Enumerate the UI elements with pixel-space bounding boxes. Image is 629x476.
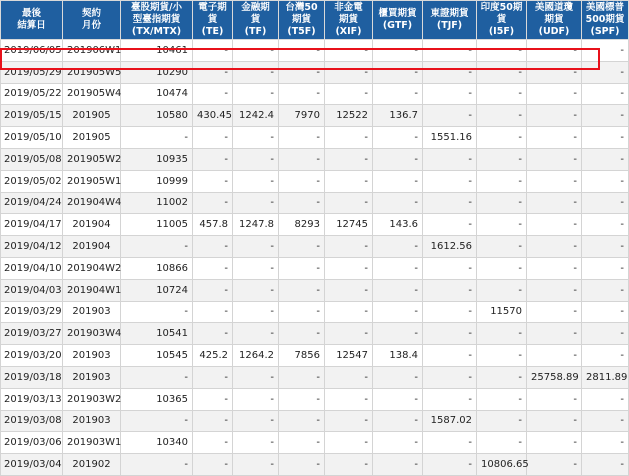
settlement-date-cell: 2019/04/10	[1, 257, 63, 279]
settlement-price-cell: 10474	[121, 83, 193, 105]
settlement-price-cell: 12522	[325, 105, 373, 127]
settlement-date-cell: 2019/03/20	[1, 345, 63, 367]
settlement-price-cell: -	[582, 301, 629, 323]
settlement-price-cell: -	[477, 214, 527, 236]
table-row	[1, 410, 629, 432]
settlement-price-cell: -	[527, 454, 582, 476]
settlement-price-cell: -	[233, 83, 279, 105]
settlement-price-cell: -	[477, 105, 527, 127]
table-row	[1, 388, 629, 410]
settlement-price-cell: -	[527, 236, 582, 258]
settlement-price-cell: -	[279, 257, 325, 279]
contract-month-cell: 201905	[63, 105, 121, 127]
settlement-price-cell: -	[121, 127, 193, 149]
column-header: 臺股期貨/小 型臺指期貨 (TX/MTX)	[121, 1, 193, 40]
contract-month-cell: 201902	[63, 454, 121, 476]
contract-month-cell: 201903	[63, 301, 121, 323]
settlement-price-cell: -	[423, 148, 477, 170]
settlement-price-cell: -	[279, 323, 325, 345]
contract-month-cell: 201906W1	[63, 40, 121, 62]
settlement-price-cell: -	[477, 192, 527, 214]
settlement-price-cell: -	[527, 388, 582, 410]
settlement-date-cell: 2019/06/05	[1, 40, 63, 62]
settlement-price-cell: -	[325, 454, 373, 476]
settlement-price-cell: -	[373, 61, 423, 83]
settlement-price-cell: 11002	[121, 192, 193, 214]
settlement-price-cell: -	[193, 236, 233, 258]
settlement-price-cell: -	[325, 257, 373, 279]
settlement-price-cell: -	[325, 388, 373, 410]
settlement-price-cell: -	[279, 148, 325, 170]
table-row	[1, 432, 629, 454]
settlement-price-cell: -	[373, 323, 423, 345]
settlement-price-cell: -	[582, 257, 629, 279]
settlement-price-cell: 138.4	[373, 345, 423, 367]
contract-month-cell: 201905W1	[63, 170, 121, 192]
settlement-price-cell: 10365	[121, 388, 193, 410]
column-header: 電子期 貨 (TE)	[193, 1, 233, 40]
settlement-price-cell: -	[373, 192, 423, 214]
contract-month-cell: 201905	[63, 127, 121, 149]
column-header: 美國道瓊 期貨 (UDF)	[527, 1, 582, 40]
settlement-date-cell: 2019/03/18	[1, 366, 63, 388]
settlement-price-cell: -	[373, 410, 423, 432]
settlement-price-cell: -	[423, 83, 477, 105]
settlement-date-cell: 2019/03/13	[1, 388, 63, 410]
table-row	[1, 127, 629, 149]
settlement-price-cell: 10580	[121, 105, 193, 127]
contract-month-cell: 201903W4	[63, 323, 121, 345]
settlement-price-cell: -	[477, 148, 527, 170]
settlement-price-cell: -	[527, 170, 582, 192]
contract-month-cell: 201903	[63, 410, 121, 432]
settlement-price-cell: 1264.2	[233, 345, 279, 367]
settlement-price-cell: -	[527, 410, 582, 432]
settlement-price-cell: -	[325, 410, 373, 432]
column-header: 東證期貨 (TJF)	[423, 1, 477, 40]
settlement-price-cell: -	[193, 40, 233, 62]
contract-month-cell: 201904W1	[63, 279, 121, 301]
settlement-price-cell: -	[233, 148, 279, 170]
settlement-price-cell: -	[279, 170, 325, 192]
settlement-price-cell: -	[423, 388, 477, 410]
settlement-price-cell: -	[193, 170, 233, 192]
settlement-price-cell: -	[325, 170, 373, 192]
settlement-price-cell: -	[233, 301, 279, 323]
settlement-price-cell: -	[279, 432, 325, 454]
table-row	[1, 214, 629, 236]
settlement-price-cell: -	[279, 40, 325, 62]
settlement-date-cell: 2019/05/08	[1, 148, 63, 170]
settlement-date-cell: 2019/05/15	[1, 105, 63, 127]
settlement-price-cell: -	[423, 105, 477, 127]
settlement-price-cell: -	[423, 301, 477, 323]
table-body	[1, 40, 629, 476]
settlement-price-cell: -	[582, 170, 629, 192]
settlement-price-cell: -	[233, 127, 279, 149]
settlement-price-cell: 136.7	[373, 105, 423, 127]
settlement-price-cell: 10461	[121, 40, 193, 62]
settlement-price-cell: -	[193, 432, 233, 454]
settlement-price-cell: -	[373, 40, 423, 62]
settlement-price-cell: -	[193, 279, 233, 301]
settlement-price-cell: 10866	[121, 257, 193, 279]
column-header: 美國標普 500期貨 (SPF)	[582, 1, 629, 40]
settlement-price-cell: -	[373, 257, 423, 279]
settlement-price-cell: -	[193, 454, 233, 476]
settlement-price-cell: -	[121, 454, 193, 476]
table-row	[1, 148, 629, 170]
settlement-price-cell: -	[373, 127, 423, 149]
contract-month-cell: 201904W2	[63, 257, 121, 279]
settlement-date-cell: 2019/04/17	[1, 214, 63, 236]
settlement-price-cell: -	[233, 257, 279, 279]
settlement-price-cell: -	[325, 192, 373, 214]
column-header: 櫃買期貨 (GTF)	[373, 1, 423, 40]
table-row	[1, 345, 629, 367]
settlement-price-cell: 10724	[121, 279, 193, 301]
settlement-price-cell: -	[373, 83, 423, 105]
settlement-price-cell: -	[477, 257, 527, 279]
contract-month-cell: 201904	[63, 236, 121, 258]
settlement-price-cell: -	[477, 40, 527, 62]
settlement-price-cell: -	[325, 279, 373, 301]
settlement-price-cell: -	[373, 236, 423, 258]
settlement-price-cell: -	[582, 410, 629, 432]
settlement-price-cell: -	[233, 432, 279, 454]
settlement-price-cell: 10935	[121, 148, 193, 170]
settlement-price-cell: 10340	[121, 432, 193, 454]
settlement-price-cell: -	[582, 432, 629, 454]
settlement-price-cell: -	[325, 61, 373, 83]
settlement-price-cell: -	[527, 105, 582, 127]
settlement-date-cell: 2019/05/29	[1, 61, 63, 83]
settlement-price-cell: -	[233, 279, 279, 301]
settlement-price-cell: -	[423, 192, 477, 214]
settlement-price-cell: -	[279, 236, 325, 258]
table-row	[1, 105, 629, 127]
settlement-date-cell: 2019/05/22	[1, 83, 63, 105]
contract-month-cell: 201905W5	[63, 61, 121, 83]
settlement-price-cell: -	[279, 83, 325, 105]
settlement-price-cell: -	[477, 279, 527, 301]
settlement-price-cell: 7970	[279, 105, 325, 127]
settlement-price-cell: -	[527, 301, 582, 323]
settlement-price-cell: -	[325, 236, 373, 258]
settlement-price-cell: -	[527, 192, 582, 214]
settlement-price-cell: -	[527, 61, 582, 83]
settlement-price-cell: -	[279, 388, 325, 410]
settlement-price-cell: 1587.02	[423, 410, 477, 432]
column-header: 金融期 貨 (TF)	[233, 1, 279, 40]
settlement-price-cell: -	[233, 323, 279, 345]
settlement-price-cell: -	[582, 279, 629, 301]
settlement-price-cell: -	[233, 366, 279, 388]
settlement-price-cell: -	[193, 388, 233, 410]
settlement-price-cell: 10290	[121, 61, 193, 83]
settlement-price-cell: -	[233, 454, 279, 476]
settlement-date-cell: 2019/04/12	[1, 236, 63, 258]
settlement-price-cell: -	[527, 148, 582, 170]
contract-month-cell: 201904W4	[63, 192, 121, 214]
settlement-price-cell: -	[423, 323, 477, 345]
table-row	[1, 83, 629, 105]
settlement-price-cell: -	[233, 170, 279, 192]
column-header: 印度50期 貨 (I5F)	[477, 1, 527, 40]
settlement-price-cell: -	[373, 170, 423, 192]
settlement-price-cell: -	[527, 432, 582, 454]
settlement-price-cell: -	[325, 366, 373, 388]
settlement-price-cell: -	[193, 323, 233, 345]
table-row	[1, 279, 629, 301]
settlement-date-cell: 2019/03/27	[1, 323, 63, 345]
column-header: 最後 結算日	[1, 1, 63, 40]
settlement-price-cell: -	[477, 83, 527, 105]
settlement-price-cell: -	[193, 301, 233, 323]
settlement-date-cell: 2019/03/08	[1, 410, 63, 432]
settlement-price-cell: -	[477, 388, 527, 410]
settlement-price-cell: 25758.89	[527, 366, 582, 388]
settlement-price-cell: -	[233, 192, 279, 214]
settlement-price-cell: -	[279, 454, 325, 476]
settlement-price-cell: -	[582, 454, 629, 476]
settlement-price-cell: -	[527, 257, 582, 279]
settlement-price-cell: -	[582, 388, 629, 410]
settlement-price-cell: -	[477, 170, 527, 192]
settlement-price-cell: -	[582, 127, 629, 149]
settlement-price-cell: -	[373, 388, 423, 410]
settlement-price-cell: 10541	[121, 323, 193, 345]
settlement-price-cell: -	[373, 366, 423, 388]
settlement-price-cell: 10999	[121, 170, 193, 192]
settlement-date-cell: 2019/05/10	[1, 127, 63, 149]
settlement-price-cell: -	[193, 61, 233, 83]
settlement-price-cell: -	[582, 83, 629, 105]
settlement-price-cell: -	[582, 192, 629, 214]
settlement-price-cell: -	[582, 345, 629, 367]
settlement-price-cell: 425.2	[193, 345, 233, 367]
settlement-price-cell: -	[582, 214, 629, 236]
settlement-price-cell: -	[582, 148, 629, 170]
table-header-row	[1, 1, 629, 40]
settlement-price-cell: -	[193, 410, 233, 432]
settlement-price-cell: -	[279, 192, 325, 214]
settlement-price-cell: -	[527, 323, 582, 345]
settlement-price-cell: -	[582, 40, 629, 62]
settlement-price-cell: -	[233, 410, 279, 432]
settlement-price-cell: 1612.56	[423, 236, 477, 258]
settlement-price-cell: 2811.89	[582, 366, 629, 388]
column-header: 台灣50 期貨 (T5F)	[279, 1, 325, 40]
settlement-price-cell: -	[582, 236, 629, 258]
settlement-price-cell: -	[121, 236, 193, 258]
settlement-price-cell: -	[527, 127, 582, 149]
settlement-price-cell: 10806.65	[477, 454, 527, 476]
settlement-price-cell: -	[233, 236, 279, 258]
settlement-price-cell: -	[325, 83, 373, 105]
settlement-price-cell: -	[527, 40, 582, 62]
settlement-price-cell: -	[423, 454, 477, 476]
table-row	[1, 40, 629, 62]
settlement-price-cell: -	[325, 40, 373, 62]
table-row	[1, 301, 629, 323]
settlement-price-cell: -	[423, 257, 477, 279]
settlement-price-cell: -	[423, 61, 477, 83]
table-row	[1, 257, 629, 279]
settlement-date-cell: 2019/03/29	[1, 301, 63, 323]
settlement-price-cell: 143.6	[373, 214, 423, 236]
settlement-price-cell: -	[373, 279, 423, 301]
settlement-price-cell: -	[325, 301, 373, 323]
settlement-price-cell: -	[279, 279, 325, 301]
settlement-price-cell: 1242.4	[233, 105, 279, 127]
settlement-date-cell: 2019/04/24	[1, 192, 63, 214]
settlement-price-cell: 457.8	[193, 214, 233, 236]
settlement-price-cell: -	[527, 214, 582, 236]
settlement-price-cell: -	[527, 279, 582, 301]
settlement-price-cell: 12745	[325, 214, 373, 236]
settlement-price-cell: -	[477, 345, 527, 367]
settlement-date-cell: 2019/05/02	[1, 170, 63, 192]
settlement-price-cell: -	[279, 127, 325, 149]
settlement-price-cell: 11570	[477, 301, 527, 323]
settlement-price-cell: -	[193, 148, 233, 170]
settlement-price-cell: -	[423, 432, 477, 454]
settlement-price-cell: -	[121, 366, 193, 388]
settlement-price-cell: -	[477, 410, 527, 432]
settlement-price-cell: -	[233, 40, 279, 62]
settlement-price-cell: -	[373, 454, 423, 476]
settlement-date-cell: 2019/03/04	[1, 454, 63, 476]
table-row	[1, 61, 629, 83]
settlement-price-cell: -	[233, 61, 279, 83]
contract-month-cell: 201905W4	[63, 83, 121, 105]
settlement-price-cell: -	[193, 257, 233, 279]
table-row	[1, 236, 629, 258]
settlement-price-cell: -	[233, 388, 279, 410]
contract-month-cell: 201903	[63, 345, 121, 367]
settlement-price-cell: -	[325, 127, 373, 149]
contract-month-cell: 201903W2	[63, 388, 121, 410]
settlement-price-cell: -	[193, 366, 233, 388]
settlement-price-cell: 11005	[121, 214, 193, 236]
settlement-price-cell: -	[193, 192, 233, 214]
settlement-price-cell: 8293	[279, 214, 325, 236]
settlement-price-cell: -	[423, 279, 477, 301]
contract-month-cell: 201903W1	[63, 432, 121, 454]
settlement-price-cell: -	[477, 127, 527, 149]
settlement-price-cell: -	[477, 432, 527, 454]
settlement-price-cell: -	[582, 105, 629, 127]
column-header: 非金電 期貨 (XIF)	[325, 1, 373, 40]
settlement-date-cell: 2019/04/03	[1, 279, 63, 301]
settlement-price-cell: -	[373, 148, 423, 170]
settlement-price-cell: -	[423, 214, 477, 236]
settlement-price-cell: -	[193, 83, 233, 105]
settlement-price-cell: -	[325, 323, 373, 345]
table-row	[1, 454, 629, 476]
settlement-price-cell: -	[373, 432, 423, 454]
settlement-price-cell: -	[279, 61, 325, 83]
table-row	[1, 170, 629, 192]
settlement-price-cell: 1551.16	[423, 127, 477, 149]
settlement-price-cell: -	[279, 301, 325, 323]
settlement-price-cell: 430.45	[193, 105, 233, 127]
settlement-price-cell: -	[582, 61, 629, 83]
settlement-price-cell: -	[582, 323, 629, 345]
settlement-price-cell: -	[423, 40, 477, 62]
settlement-price-cell: -	[423, 366, 477, 388]
contract-month-cell: 201903	[63, 366, 121, 388]
settlement-price-cell: -	[527, 345, 582, 367]
settlement-price-cell: -	[477, 323, 527, 345]
settlement-price-cell: -	[121, 410, 193, 432]
settlement-price-cell: -	[279, 366, 325, 388]
settlement-price-cell: -	[325, 148, 373, 170]
settlement-price-cell: -	[527, 83, 582, 105]
settlement-price-cell: -	[373, 301, 423, 323]
table-row	[1, 192, 629, 214]
settlement-price-cell: -	[477, 61, 527, 83]
settlement-price-cell: 1247.8	[233, 214, 279, 236]
settlement-price-cell: -	[279, 410, 325, 432]
settlement-price-cell: -	[477, 366, 527, 388]
table-row	[1, 323, 629, 345]
settlement-price-cell: -	[193, 127, 233, 149]
settlement-date-cell: 2019/03/06	[1, 432, 63, 454]
settlement-price-cell: 10545	[121, 345, 193, 367]
settlement-price-cell: -	[477, 236, 527, 258]
contract-month-cell: 201905W2	[63, 148, 121, 170]
settlement-price-cell: -	[423, 170, 477, 192]
settlement-price-cell: -	[423, 345, 477, 367]
settlement-price-cell: -	[121, 301, 193, 323]
contract-month-cell: 201904	[63, 214, 121, 236]
column-header: 契約 月份	[63, 1, 121, 40]
table-row	[1, 366, 629, 388]
settlement-price-cell: -	[325, 432, 373, 454]
settlement-price-cell: 7856	[279, 345, 325, 367]
settlement-price-cell: 12547	[325, 345, 373, 367]
